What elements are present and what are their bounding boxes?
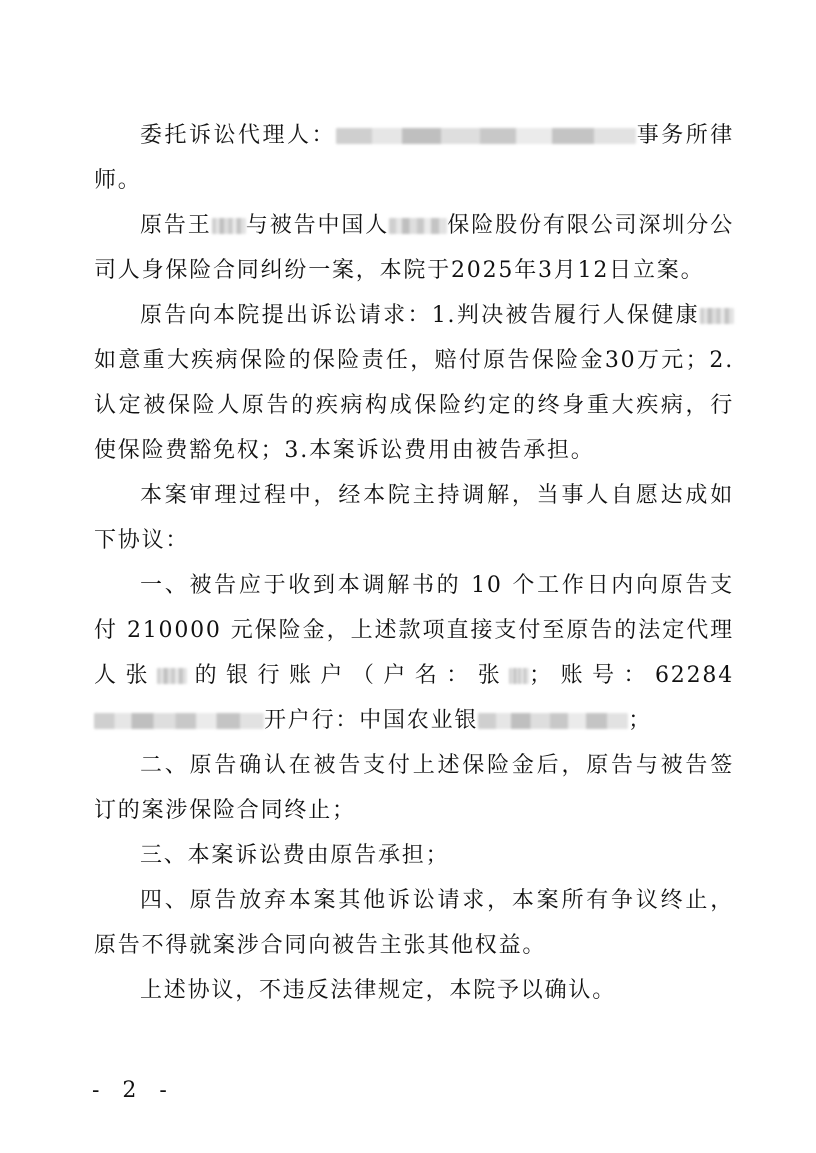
item1-text-3: ；账号：62284 bbox=[529, 663, 734, 688]
item1-text-2: 的银行账户（户名：张 bbox=[186, 663, 510, 688]
agreement-item-4: 四、原告放弃本案其他诉讼请求，本案所有争议终止，原告不得就案涉合同向被告主张其他权益。 bbox=[94, 888, 734, 958]
redacted-text bbox=[700, 308, 734, 324]
redacted-text bbox=[336, 128, 636, 144]
agent-paragraph bbox=[94, 113, 734, 203]
agreement-item-1 bbox=[94, 563, 734, 743]
claims-paragraph bbox=[94, 293, 734, 473]
case-intro-text-1: 原告王 bbox=[140, 213, 212, 238]
item1-text-1: 一、被告应于收到本调解书的 10 个工作日内向原告支付 210000 元保险金，上述款项直接支付至原告的法定代理人张 bbox=[94, 573, 734, 688]
case-intro-text-2: 与被告中国人 bbox=[245, 213, 390, 238]
claims-text-2: 如意重大疾病保险的保险责任，赔付原告保险金30万元；2.认定被保险人原告的疾病构成保险约定的终身重大疾病，行使保险费豁免权；3.本案诉讼费用由被告承担。 bbox=[94, 348, 734, 463]
redacted-text bbox=[478, 713, 628, 729]
agreement-item-3: 三、本案诉讼费由原告承担； bbox=[140, 843, 450, 868]
redacted-text bbox=[94, 713, 264, 729]
claims-text-1: 原告向本院提出诉讼请求：1.判决被告履行人保健康 bbox=[140, 303, 700, 328]
item1-text-4: 开户行：中国农业银 bbox=[264, 708, 479, 733]
case-intro-text-3: 保险股份有限公司深圳分公司人身保险合同纠纷一案，本院于2025年3月12日立案。 bbox=[94, 213, 734, 283]
redacted-text bbox=[509, 668, 529, 684]
redacted-text bbox=[389, 218, 447, 234]
agreement-item-2: 二、原告确认在被告支付上述保险金后，原告与被告签订的案涉保险合同终止； bbox=[94, 753, 734, 823]
page-number: - 2 - bbox=[92, 1078, 175, 1103]
conclusion-paragraph: 上述协议，不违反法律规定，本院予以确认。 bbox=[140, 978, 617, 1003]
redacted-text bbox=[212, 218, 246, 234]
document-body bbox=[94, 113, 734, 1013]
agent-label: 委托诉讼代理人： bbox=[140, 123, 336, 148]
case-intro-paragraph bbox=[94, 203, 734, 293]
redacted-text bbox=[157, 668, 187, 684]
mediation-intro-paragraph: 本案审理过程中，经本院主持调解，当事人自愿达成如下协议： bbox=[94, 483, 734, 553]
agent-suffix: 事务所律师。 bbox=[94, 123, 734, 193]
item1-text-5: ； bbox=[628, 708, 653, 733]
